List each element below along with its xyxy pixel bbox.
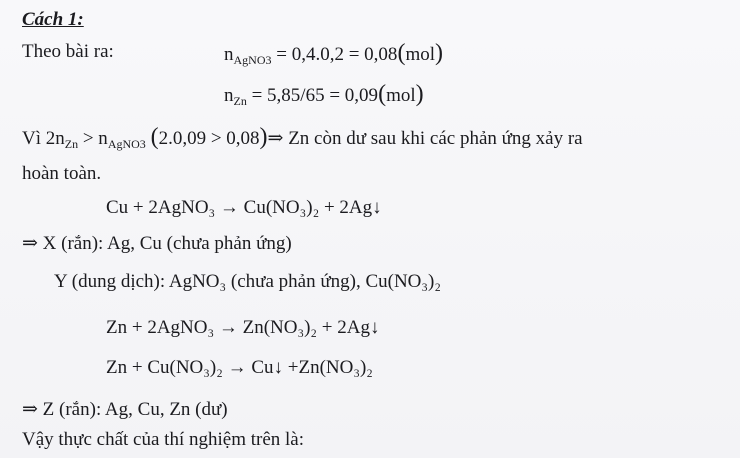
compare-pre: Vì 2n [22,128,65,149]
eq-zn-rhs: = 5,85/65 = 0,09 [251,85,379,106]
comparison-continuation: hoàn toàn. [22,163,102,184]
eq-agno3-lhs: n [224,44,234,65]
comparison-line: Vì $2n_{Zn} > n_{AgNO3}$ (2.0,09 > 0,08)⇒ Zn còn dư sau khi các phản ứng xảy ra [22,124,583,151]
eq-agno3-rhs: = 0,4.0,2 = 0,08 [276,44,398,65]
y-solution-line: Y (dung dịch): AgNO₃ (chưa phản ứng), Cu(NO₃)₂ [54,271,441,292]
reaction-3: Zn + Cu(NO₃)₂ → Cu↓ +Zn(NO₃)₂ [106,357,373,378]
reaction-1: Cu + 2AgNO₃ → Cu(NO₃)₂ + 2Ag↓ [106,197,382,218]
z-solid-line: ⇒ Z (rắn): Ag, Cu, Zn (dư) [22,399,228,420]
equation-agno3: $n_{AgNO3} = 0,4.0,2 = 0,08(mol)$ [224,40,443,67]
eq-agno3-sub: AgNO3 [233,53,272,67]
eq-zn-lhs: n [224,85,234,106]
intro-text: Theo bài ra: [22,41,114,62]
eq-agno3-unit: mol [405,44,435,65]
compare-post: ⇒ Zn còn dư sau khi các phản ứng xảy ra [267,128,583,149]
x-solid-line: ⇒ X (rắn): Ag, Cu (chưa phản ứng) [22,233,292,254]
conclusion-text: Vậy thực chất của thí nghiệm trên là: [22,429,305,450]
eq-zn-unit: mol [386,85,416,106]
section-heading: Cách 1: [22,9,84,30]
compare-sub-agno3: AgNO3 [107,137,146,151]
compare-mid: > n [78,128,108,149]
eq-zn-sub: Zn [233,94,247,108]
compare-sub-zn: Zn [64,137,79,151]
reaction-2: Zn + 2AgNO₃ → Zn(NO₃)₂ + 2Ag↓ [106,317,380,338]
equation-zn: $n_{Zn} = 5,85/65 = 0,09(mol)$ [224,81,424,108]
compare-condition: 2.0,09 > 0,08 [158,128,260,149]
